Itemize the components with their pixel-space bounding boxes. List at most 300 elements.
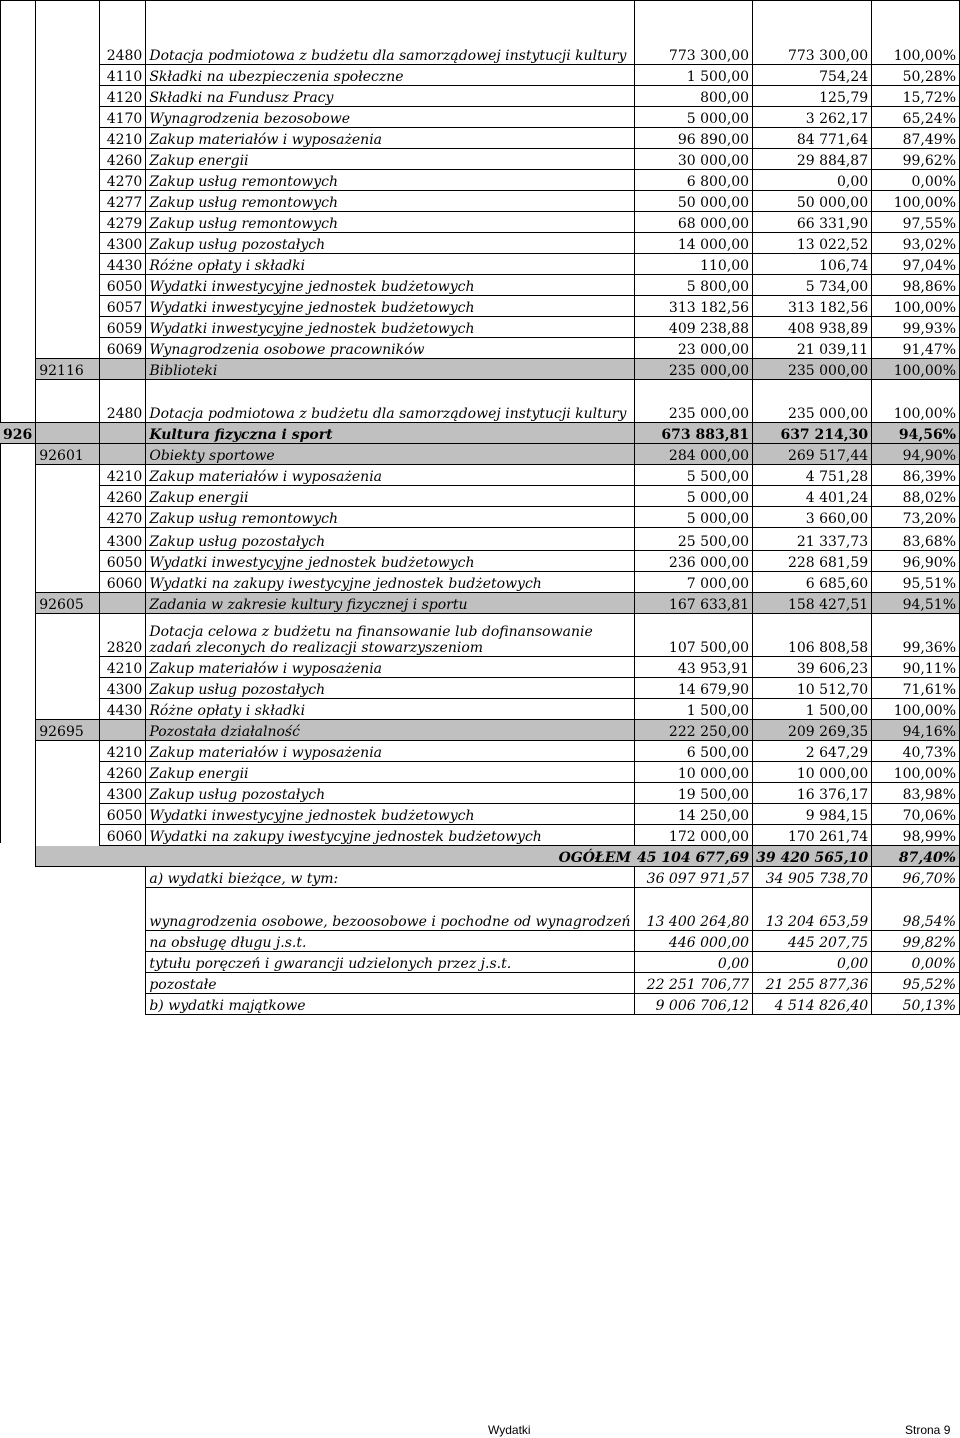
paragraph-code xyxy=(100,720,146,741)
paragraph-code: 4277 xyxy=(100,191,146,212)
footer-left: Wydatki xyxy=(488,1423,531,1437)
chapter-code: 92695 xyxy=(36,720,100,741)
paragraph-code: 4210 xyxy=(100,657,146,678)
paragraph-code: 2820 xyxy=(100,614,146,657)
item-name: Zakup materiałów i wyposażenia xyxy=(146,657,634,678)
section-code xyxy=(0,593,36,614)
table-row xyxy=(0,107,960,128)
executed-value: 106,74 xyxy=(753,254,872,275)
plan-value: 284 000,00 xyxy=(634,444,753,465)
plan-value: 773 300,00 xyxy=(634,1,753,65)
section-code xyxy=(0,825,36,846)
chapter-code xyxy=(36,317,100,338)
executed-value: 66 331,90 xyxy=(753,212,872,233)
percent-value: 91,47% xyxy=(872,338,960,359)
paragraph-code: 4270 xyxy=(100,170,146,191)
executed-value: 4 751,28 xyxy=(753,465,872,486)
table-row xyxy=(0,317,960,338)
table-row xyxy=(0,254,960,275)
plan-value: 1 500,00 xyxy=(634,65,753,86)
item-name: Wynagrodzenia osobowe pracowników xyxy=(146,338,634,359)
item-name: Zakup usług pozostałych xyxy=(146,783,634,804)
chapter-code xyxy=(36,783,100,804)
section-code xyxy=(0,657,36,678)
item-name: Wynagrodzenia bezosobowe xyxy=(146,107,634,128)
blank-cell xyxy=(0,931,36,952)
chapter-code xyxy=(36,699,100,720)
percent-value: 100,00% xyxy=(872,699,960,720)
percent-value: 87,49% xyxy=(872,128,960,149)
blank-cell xyxy=(36,867,146,888)
plan-value: 6 500,00 xyxy=(634,741,753,762)
table-row xyxy=(0,486,960,507)
table-row xyxy=(0,572,960,593)
chapter-row xyxy=(0,720,960,741)
blank-cell xyxy=(0,973,36,994)
executed-value: 0,00 xyxy=(753,170,872,191)
item-name: Składki na Fundusz Pracy xyxy=(146,86,634,107)
table-row xyxy=(0,86,960,107)
chapter-code xyxy=(36,804,100,825)
table-row xyxy=(0,741,960,762)
plan-value: 110,00 xyxy=(634,254,753,275)
item-name: Zakup energii xyxy=(146,149,634,170)
section-code xyxy=(0,149,36,170)
executed-value: 21 337,73 xyxy=(753,528,872,551)
item-name: Zakup energii xyxy=(146,762,634,783)
percent-value: 71,61% xyxy=(872,678,960,699)
chapter-code xyxy=(36,212,100,233)
percent-value: 100,00% xyxy=(872,762,960,783)
paragraph-code: 4210 xyxy=(100,741,146,762)
section-code xyxy=(0,678,36,699)
item-name: Kultura fizyczna i sport xyxy=(146,423,634,444)
summary-plan: 9 006 706,12 xyxy=(634,994,753,1015)
executed-value: 9 984,15 xyxy=(753,804,872,825)
summary-plan: 446 000,00 xyxy=(634,931,753,952)
table-row xyxy=(0,551,960,572)
executed-value: 2 647,29 xyxy=(753,741,872,762)
item-name: Dotacja celowa z budżetu na finansowanie lub dofinansowanie zadań zleconych do realizacji stowarzyszeniom xyxy=(146,614,634,657)
blank-cell xyxy=(0,952,36,973)
item-name: Różne opłaty i składki xyxy=(146,254,634,275)
executed-value: 235 000,00 xyxy=(753,359,872,380)
table-row xyxy=(0,507,960,528)
paragraph-code: 4120 xyxy=(100,86,146,107)
summary-label: na obsługę długu j.s.t. xyxy=(146,931,634,952)
chapter-code xyxy=(36,1,100,65)
chapter-code xyxy=(36,551,100,572)
executed-value: 408 938,89 xyxy=(753,317,872,338)
footer-right: Strona 9 xyxy=(905,1423,951,1437)
table-row xyxy=(0,762,960,783)
summary-plan: 22 251 706,77 xyxy=(634,973,753,994)
percent-value: 86,39% xyxy=(872,465,960,486)
item-name: Różne opłaty i składki xyxy=(146,699,634,720)
item-name: Zakup usług remontowych xyxy=(146,507,634,528)
paragraph-code: 4300 xyxy=(100,783,146,804)
paragraph-code xyxy=(100,423,146,444)
section-code xyxy=(0,107,36,128)
executed-value: 269 517,44 xyxy=(753,444,872,465)
executed-value: 13 022,52 xyxy=(753,233,872,254)
section-code xyxy=(0,572,36,593)
executed-value: 39 606,23 xyxy=(753,657,872,678)
plan-value: 5 000,00 xyxy=(634,107,753,128)
item-name: Wydatki na zakupy iwestycyjne jednostek budżetowych xyxy=(146,825,634,846)
executed-value: 50 000,00 xyxy=(753,191,872,212)
summary-executed: 445 207,75 xyxy=(753,931,872,952)
summary-label: wynagrodzenia osobowe, bezoosobowe i pochodne od wynagrodzeń xyxy=(146,888,634,931)
section-code xyxy=(0,65,36,86)
section-code xyxy=(0,741,36,762)
plan-value: 14 250,00 xyxy=(634,804,753,825)
paragraph-code xyxy=(100,359,146,380)
item-name: Biblioteki xyxy=(146,359,634,380)
summary-executed: 21 255 877,36 xyxy=(753,973,872,994)
percent-value: 95,51% xyxy=(872,572,960,593)
blank-cell xyxy=(36,931,146,952)
executed-value: 170 261,74 xyxy=(753,825,872,846)
plan-value: 107 500,00 xyxy=(634,614,753,657)
percent-value: 100,00% xyxy=(872,1,960,65)
chapter-code: 92605 xyxy=(36,593,100,614)
table-row xyxy=(0,678,960,699)
summary-plan: 36 097 971,57 xyxy=(634,867,753,888)
plan-value: 7 000,00 xyxy=(634,572,753,593)
paragraph-code: 4210 xyxy=(100,128,146,149)
section-code xyxy=(0,86,36,107)
chapter-code xyxy=(36,191,100,212)
executed-value: 637 214,30 xyxy=(753,423,872,444)
chapter-code xyxy=(36,507,100,528)
section-code xyxy=(0,614,36,657)
percent-value: 100,00% xyxy=(872,296,960,317)
table-row xyxy=(0,65,960,86)
percent-value: 99,62% xyxy=(872,149,960,170)
summary-percent: 0,00% xyxy=(872,952,960,973)
chapter-code xyxy=(36,86,100,107)
table-row xyxy=(0,465,960,486)
percent-value: 73,20% xyxy=(872,507,960,528)
summary-plan: 0,00 xyxy=(634,952,753,973)
summary-row xyxy=(0,888,960,931)
executed-value: 16 376,17 xyxy=(753,783,872,804)
paragraph-code: 4300 xyxy=(100,678,146,699)
chapter-code xyxy=(36,275,100,296)
item-name: Zakup usług remontowych xyxy=(146,170,634,191)
table-row xyxy=(0,212,960,233)
section-code xyxy=(0,486,36,507)
chapter-code xyxy=(36,65,100,86)
plan-value: 235 000,00 xyxy=(634,380,753,423)
table-row xyxy=(0,657,960,678)
summary-label: b) wydatki majątkowe xyxy=(146,994,634,1015)
chapter-code xyxy=(36,338,100,359)
item-name: Zakup materiałów i wyposażenia xyxy=(146,128,634,149)
percent-value: 83,98% xyxy=(872,783,960,804)
percent-value: 90,11% xyxy=(872,657,960,678)
total-row xyxy=(0,846,960,867)
item-name: Wydatki inwestycyjne jednostek budżetowych xyxy=(146,804,634,825)
summary-row xyxy=(0,973,960,994)
summary-executed: 34 905 738,70 xyxy=(753,867,872,888)
chapter-row xyxy=(0,359,960,380)
percent-value: 88,02% xyxy=(872,486,960,507)
blank-cell xyxy=(36,952,146,973)
paragraph-code: 6059 xyxy=(100,317,146,338)
table-row xyxy=(0,296,960,317)
item-name: Dotacja podmiotowa z budżetu dla samorządowej instytucji kultury xyxy=(146,1,634,65)
item-name: Wydatki na zakupy iwestycyjne jednostek budżetowych xyxy=(146,572,634,593)
section-code xyxy=(0,762,36,783)
summary-label: a) wydatki bieżące, w tym: xyxy=(146,867,634,888)
plan-value: 5 000,00 xyxy=(634,507,753,528)
table-row xyxy=(0,1,960,65)
percent-value: 70,06% xyxy=(872,804,960,825)
plan-value: 222 250,00 xyxy=(634,720,753,741)
executed-value: 228 681,59 xyxy=(753,551,872,572)
section-code xyxy=(0,507,36,528)
plan-value: 14 000,00 xyxy=(634,233,753,254)
blank-cell xyxy=(0,846,36,867)
paragraph-code: 2480 xyxy=(100,380,146,423)
chapter-code xyxy=(36,296,100,317)
table-row xyxy=(0,825,960,846)
summary-percent: 96,70% xyxy=(872,867,960,888)
section-code xyxy=(0,191,36,212)
section-code xyxy=(0,783,36,804)
summary-percent: 99,82% xyxy=(872,931,960,952)
paragraph-code: 4279 xyxy=(100,212,146,233)
item-name: Zakup usług remontowych xyxy=(146,191,634,212)
section-code xyxy=(0,804,36,825)
summary-row xyxy=(0,994,960,1015)
plan-value: 5 000,00 xyxy=(634,486,753,507)
chapter-code xyxy=(36,149,100,170)
table-row xyxy=(0,614,960,657)
total-percent: 87,40% xyxy=(872,846,960,867)
plan-value: 68 000,00 xyxy=(634,212,753,233)
chapter-code xyxy=(36,486,100,507)
summary-row xyxy=(0,931,960,952)
total-label: OGÓŁEM xyxy=(36,846,634,867)
summary-percent: 98,54% xyxy=(872,888,960,931)
paragraph-code xyxy=(100,444,146,465)
section-code xyxy=(0,1,36,65)
section-code: 926 xyxy=(0,423,36,444)
paragraph-code: 6050 xyxy=(100,804,146,825)
chapter-code xyxy=(36,233,100,254)
total-executed: 39 420 565,10 xyxy=(753,846,872,867)
plan-value: 50 000,00 xyxy=(634,191,753,212)
executed-value: 29 884,87 xyxy=(753,149,872,170)
item-name: Składki na ubezpieczenia społeczne xyxy=(146,65,634,86)
item-name: Zakup usług remontowych xyxy=(146,212,634,233)
item-name: Zakup usług pozostałych xyxy=(146,233,634,254)
item-name: Zadania w zakresie kultury fizycznej i sportu xyxy=(146,593,634,614)
plan-value: 5 500,00 xyxy=(634,465,753,486)
paragraph-code xyxy=(100,593,146,614)
paragraph-code: 4430 xyxy=(100,254,146,275)
section-code xyxy=(0,528,36,551)
percent-value: 100,00% xyxy=(872,359,960,380)
chapter-code xyxy=(36,128,100,149)
percent-value: 0,00% xyxy=(872,170,960,191)
plan-value: 236 000,00 xyxy=(634,551,753,572)
item-name: Wydatki inwestycyjne jednostek budżetowych xyxy=(146,275,634,296)
table-row xyxy=(0,128,960,149)
plan-value: 800,00 xyxy=(634,86,753,107)
percent-value: 98,86% xyxy=(872,275,960,296)
plan-value: 19 500,00 xyxy=(634,783,753,804)
plan-value: 167 633,81 xyxy=(634,593,753,614)
summary-row xyxy=(0,867,960,888)
executed-value: 1 500,00 xyxy=(753,699,872,720)
percent-value: 99,36% xyxy=(872,614,960,657)
chapter-code xyxy=(36,825,100,846)
summary-label: pozostałe xyxy=(146,973,634,994)
table-row xyxy=(0,783,960,804)
chapter-code xyxy=(36,572,100,593)
paragraph-code: 4210 xyxy=(100,465,146,486)
total-plan: 45 104 677,69 xyxy=(634,846,753,867)
summary-label: tytułu poręczeń i gwarancji udzielonych przez j.s.t. xyxy=(146,952,634,973)
paragraph-code: 4430 xyxy=(100,699,146,720)
section-code xyxy=(0,699,36,720)
summary-plan: 13 400 264,80 xyxy=(634,888,753,931)
item-name: Zakup usług pozostałych xyxy=(146,528,634,551)
executed-value: 754,24 xyxy=(753,65,872,86)
item-name: Wydatki inwestycyjne jednostek budżetowych xyxy=(146,317,634,338)
chapter-row xyxy=(0,444,960,465)
percent-value: 97,55% xyxy=(872,212,960,233)
item-name: Zakup materiałów i wyposażenia xyxy=(146,465,634,486)
item-name: Pozostała działalność xyxy=(146,720,634,741)
summary-executed: 13 204 653,59 xyxy=(753,888,872,931)
chapter-code: 92601 xyxy=(36,444,100,465)
executed-value: 10 000,00 xyxy=(753,762,872,783)
executed-value: 313 182,56 xyxy=(753,296,872,317)
percent-value: 94,56% xyxy=(872,423,960,444)
chapter-code: 92116 xyxy=(36,359,100,380)
section-code xyxy=(0,444,36,465)
blank-cell xyxy=(36,973,146,994)
paragraph-code: 6060 xyxy=(100,825,146,846)
percent-value: 94,16% xyxy=(872,720,960,741)
paragraph-code: 4260 xyxy=(100,149,146,170)
paragraph-code: 4260 xyxy=(100,762,146,783)
blank-cell xyxy=(0,888,36,931)
chapter-code xyxy=(36,678,100,699)
chapter-code xyxy=(36,465,100,486)
table-row xyxy=(0,338,960,359)
blank-cell xyxy=(0,994,36,1015)
paragraph-code: 6057 xyxy=(100,296,146,317)
executed-value: 3 262,17 xyxy=(753,107,872,128)
executed-value: 6 685,60 xyxy=(753,572,872,593)
plan-value: 172 000,00 xyxy=(634,825,753,846)
percent-value: 15,72% xyxy=(872,86,960,107)
chapter-code xyxy=(36,107,100,128)
percent-value: 65,24% xyxy=(872,107,960,128)
percent-value: 50,28% xyxy=(872,65,960,86)
executed-value: 21 039,11 xyxy=(753,338,872,359)
section-code xyxy=(0,170,36,191)
percent-value: 96,90% xyxy=(872,551,960,572)
section-code xyxy=(0,317,36,338)
blank-cell xyxy=(36,994,146,1015)
paragraph-code: 4170 xyxy=(100,107,146,128)
table-row xyxy=(0,170,960,191)
chapter-row xyxy=(0,593,960,614)
executed-value: 10 512,70 xyxy=(753,678,872,699)
section-code xyxy=(0,128,36,149)
item-name: Zakup materiałów i wyposażenia xyxy=(146,741,634,762)
paragraph-code: 4270 xyxy=(100,507,146,528)
item-name: Wydatki inwestycyjne jednostek budżetowych xyxy=(146,551,634,572)
executed-value: 4 401,24 xyxy=(753,486,872,507)
percent-value: 100,00% xyxy=(872,380,960,423)
plan-value: 235 000,00 xyxy=(634,359,753,380)
section-code xyxy=(0,296,36,317)
executed-value: 158 427,51 xyxy=(753,593,872,614)
section-code xyxy=(0,233,36,254)
executed-value: 125,79 xyxy=(753,86,872,107)
percent-value: 40,73% xyxy=(872,741,960,762)
paragraph-code: 6069 xyxy=(100,338,146,359)
plan-value: 313 182,56 xyxy=(634,296,753,317)
plan-value: 673 883,81 xyxy=(634,423,753,444)
executed-value: 5 734,00 xyxy=(753,275,872,296)
table-row xyxy=(0,380,960,423)
executed-value: 3 660,00 xyxy=(753,507,872,528)
paragraph-code: 4300 xyxy=(100,528,146,551)
percent-value: 98,99% xyxy=(872,825,960,846)
item-name: Obiekty sportowe xyxy=(146,444,634,465)
summary-executed: 4 514 826,40 xyxy=(753,994,872,1015)
executed-value: 209 269,35 xyxy=(753,720,872,741)
paragraph-code: 6050 xyxy=(100,275,146,296)
section-code xyxy=(0,359,36,380)
table-row xyxy=(0,191,960,212)
item-name: Zakup usług pozostałych xyxy=(146,678,634,699)
executed-value: 106 808,58 xyxy=(753,614,872,657)
plan-value: 1 500,00 xyxy=(634,699,753,720)
plan-value: 25 500,00 xyxy=(634,528,753,551)
chapter-code xyxy=(36,254,100,275)
executed-value: 773 300,00 xyxy=(753,1,872,65)
executed-value: 235 000,00 xyxy=(753,380,872,423)
plan-value: 10 000,00 xyxy=(634,762,753,783)
item-name: Dotacja podmiotowa z budżetu dla samorządowej instytucji kultury xyxy=(146,380,634,423)
table-row xyxy=(0,528,960,551)
paragraph-code: 2480 xyxy=(100,1,146,65)
summary-percent: 95,52% xyxy=(872,973,960,994)
blank-cell xyxy=(0,867,36,888)
section-code xyxy=(0,720,36,741)
table-row xyxy=(0,699,960,720)
summary-row xyxy=(0,952,960,973)
table-row xyxy=(0,149,960,170)
table-row xyxy=(0,233,960,254)
plan-value: 96 890,00 xyxy=(634,128,753,149)
item-name: Zakup energii xyxy=(146,486,634,507)
percent-value: 94,90% xyxy=(872,444,960,465)
chapter-code xyxy=(36,380,100,423)
percent-value: 97,04% xyxy=(872,254,960,275)
item-name: Wydatki inwestycyjne jednostek budżetowych xyxy=(146,296,634,317)
